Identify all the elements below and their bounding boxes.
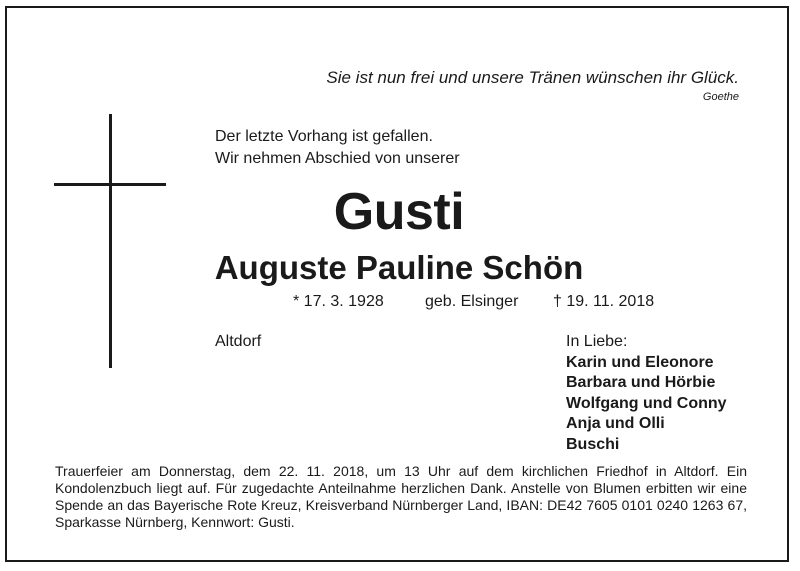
mourners-list — [566, 332, 727, 455]
quote-author: Goethe — [702, 91, 739, 103]
place-name: Altdorf — [215, 333, 262, 350]
intro-text — [215, 126, 460, 170]
mourner-name: Anja und Olli — [566, 415, 665, 432]
mourner-name: Wolfgang und Conny — [566, 394, 727, 412]
maiden-name: geb. Elsinger — [425, 293, 519, 310]
quote-text: Sie ist nun frei und unsere Tränen wünschen ihr Glück. — [326, 68, 739, 87]
death-date: † 19. 11. 2018 — [553, 293, 655, 310]
birth-date: * 17. 3. 1928 — [293, 293, 384, 310]
mourner-name: Barbara und Hörbie — [566, 374, 716, 391]
obituary-card — [5, 6, 789, 562]
intro-line-1: Der letzte Vorhang ist gefallen. — [215, 128, 433, 145]
mourner-name: Karin und Eleonore — [566, 353, 714, 371]
quote-block — [326, 68, 739, 104]
intro-line-2: Wir nehmen Abschied von unserer — [215, 150, 460, 167]
funeral-notice: Trauerfeier am Donnerstag, dem 22. 11. 2018, um 13 Uhr auf dem kirchlichen Friedhof in Altdorf. Ein Kondolenzbuch liegt auf. Für zugedachte Anteilnahme herzlichen Dank. Anstelle von Blumen erbitten wir eine Spende an das Bayerische Rote Kreuz, Kreisverband Nürnberger Land, IBAN: DE42 7605 0101 0240 1263 67, Sparkasse Nürnberg, Kennwort: Gusti. — [55, 463, 747, 530]
deceased-full-name: Auguste Pauline Schön — [214, 249, 584, 286]
deceased-call-name: Gusti — [333, 183, 465, 241]
mourners-heading: In Liebe: — [566, 333, 628, 350]
mourner-name: Buschi — [566, 435, 620, 453]
